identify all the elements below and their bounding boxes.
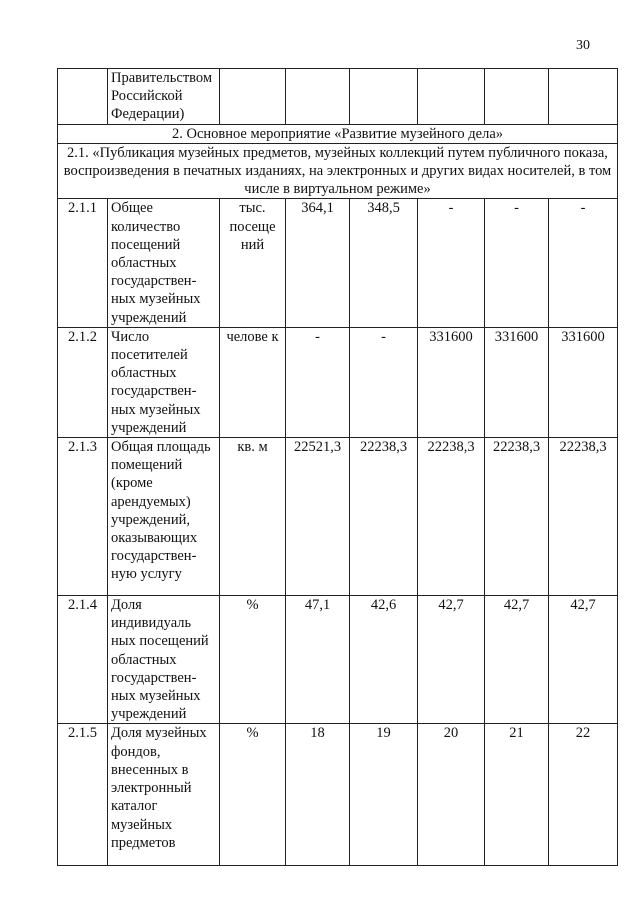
cell-num: [58, 69, 108, 125]
cell-value: 331600: [418, 327, 485, 437]
cell-unit: тыс. посеще ний: [220, 199, 286, 327]
cell-unit: челове к: [220, 327, 286, 437]
cell-value: 42,7: [549, 596, 618, 724]
cell-value: 22238,3: [485, 438, 549, 596]
cell-value: 22: [549, 724, 618, 866]
cell-name: Число посетителей областных государствен-ных музейных учреждений: [108, 327, 220, 437]
table-row: [58, 438, 618, 596]
cell-value: -: [418, 199, 485, 327]
cell-unit: кв. м: [220, 438, 286, 596]
cell-value: -: [286, 327, 350, 437]
cell-value: 331600: [485, 327, 549, 437]
cell-value: 47,1: [286, 596, 350, 724]
cell-value: -: [350, 327, 418, 437]
subsection-title: 2.1. «Публикация музейных предметов, музейных коллекций путем публичного показа, воспроизведения в печатных изданиях, на электронных и других видах носителей, в том числе в виртуальном режиме»: [58, 143, 618, 199]
cell-value: 22238,3: [418, 438, 485, 596]
cell-value: [549, 69, 618, 125]
cell-value: 364,1: [286, 199, 350, 327]
table-row: [58, 327, 618, 437]
cell-name: Доля музейных фондов, внесенных в электронный каталог музейных предметов: [108, 724, 220, 866]
page-number: 30: [576, 38, 590, 53]
cell-unit: %: [220, 596, 286, 724]
cell-num: 2.1.3: [58, 438, 108, 596]
cell-value: [485, 69, 549, 125]
cell-value: 20: [418, 724, 485, 866]
cell-unit: %: [220, 724, 286, 866]
cell-name: Общая площадь помещений (кроме арендуемых) учреждений, оказывающих государствен-ную услугу: [108, 438, 220, 596]
cell-value: 18: [286, 724, 350, 866]
cell-name: Правительством Российской Федерации): [108, 69, 220, 125]
cell-value: -: [485, 199, 549, 327]
cell-value: 22238,3: [350, 438, 418, 596]
cell-value: 22521,3: [286, 438, 350, 596]
cell-value: 19: [350, 724, 418, 866]
table-row: [58, 724, 618, 866]
cell-value: 42,7: [418, 596, 485, 724]
cell-num: 2.1.5: [58, 724, 108, 866]
cell-value: 22238,3: [549, 438, 618, 596]
cell-value: [418, 69, 485, 125]
cell-unit: [220, 69, 286, 125]
section-title: 2. Основное мероприятие «Развитие музейного дела»: [58, 124, 618, 143]
table-row-continuation: [58, 69, 618, 125]
subsection-row: [58, 143, 618, 199]
indicators-table: [57, 68, 618, 866]
cell-value: 42,6: [350, 596, 418, 724]
cell-num: 2.1.2: [58, 327, 108, 437]
cell-value: 331600: [549, 327, 618, 437]
section-row: [58, 124, 618, 143]
table-row: [58, 596, 618, 724]
cell-value: 21: [485, 724, 549, 866]
cell-name: Доля индивидуаль ных посещений областных государствен-ных музейных учреждений: [108, 596, 220, 724]
cell-num: 2.1.1: [58, 199, 108, 327]
cell-value: 42,7: [485, 596, 549, 724]
table-row: [58, 199, 618, 327]
cell-value: [286, 69, 350, 125]
cell-value: -: [549, 199, 618, 327]
cell-value: 348,5: [350, 199, 418, 327]
cell-num: 2.1.4: [58, 596, 108, 724]
cell-value: [350, 69, 418, 125]
cell-name: Общее количество посещений областных государствен-ных музейных учреждений: [108, 199, 220, 327]
